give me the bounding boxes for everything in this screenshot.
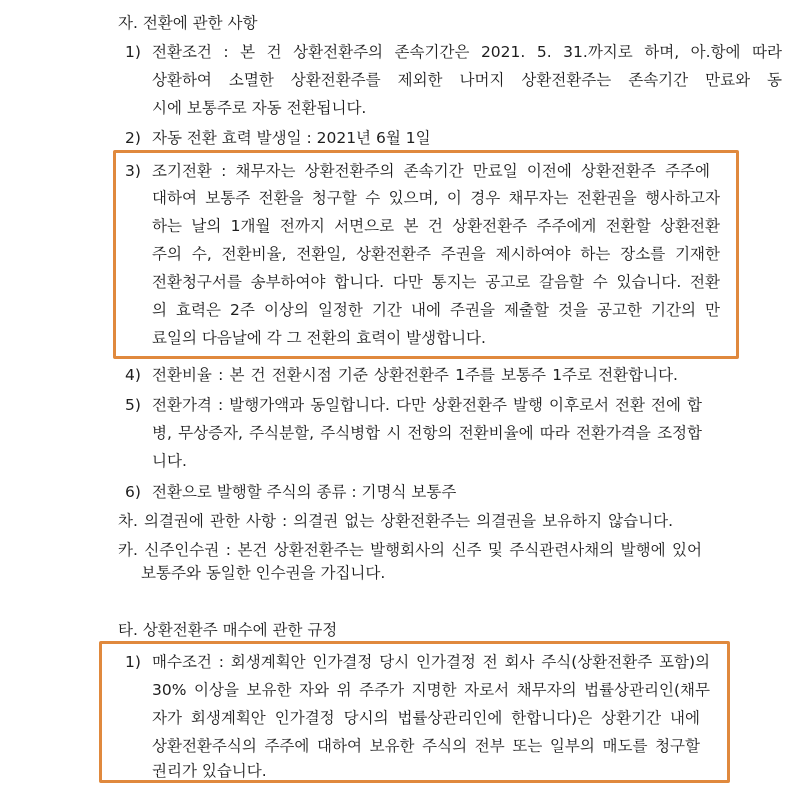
item-text-line: 전환청구서를 송부하여야 합니다. 다만 통지는 공고로 갈음할 수 있습니다. 전환 (152, 273, 720, 291)
item-text-line: 하는 날의 1개월 전까지 서면으로 본 건 상환전환주 주주에게 전환할 상환전환 (152, 217, 720, 235)
item-text-line: 권리가 있습니다. (152, 762, 267, 780)
item-text-line: 조기전환 : 채무자는 상환전환주의 존속기간 만료일 이전에 상환전환주 주주에 (152, 162, 710, 180)
section-ta-heading: 타. 상환전환주 매수에 관한 규정 (118, 621, 338, 639)
item-text-line: 자가 회생계획안 인가결정 당시의 법률상관리인에 한합니다)은 상환기간 내에 (152, 709, 700, 727)
item-text-line: 자동 전환 효력 발생일 : 2021년 6월 1일 (152, 129, 431, 147)
item-number: 6) (125, 483, 141, 501)
section-ja-heading: 자. 전환에 관한 사항 (118, 14, 258, 32)
section-ka-text-line: 카. 신주인수권 : 본건 상환전환주는 발행회사의 신주 및 주식관련사채의 발행에 있어 (118, 541, 702, 559)
item-text-line: 대하여 보통주 전환을 청구할 수 있으며, 이 경우 채무자는 전환권을 행사하고자 (152, 189, 720, 207)
item-number: 2) (125, 129, 141, 147)
item-number: 4) (125, 366, 141, 384)
item-text-line: 시에 보통주로 자동 전환됩니다. (152, 99, 367, 117)
highlight-box-purchase-conditions (99, 641, 730, 783)
item-text-line: 병, 무상증자, 주식분할, 주식병합 시 전항의 전환비율에 따라 전환가격을 조정합 (152, 424, 702, 442)
item-text-line: 의 효력은 2주 이상의 일정한 기간 내에 주권을 제출할 것을 공고한 기간의 만 (152, 301, 720, 319)
item-text-line: 주의 수, 전환비율, 전환일, 상환전환주 주권을 제시하여야 하는 장소를 기재한 (152, 245, 720, 263)
item-number: 5) (125, 396, 141, 414)
highlight-box-early-conversion (113, 150, 739, 359)
item-text-line: 상환전환주식의 주주에 대하여 보유한 주식의 전부 또는 일부의 매도를 청구할 (152, 737, 700, 755)
item-text-line: 전환으로 발행할 주식의 종류 : 기명식 보통주 (152, 483, 457, 501)
item-text-line: 니다. (152, 452, 187, 470)
item-text-line: 전환조건 : 본 건 상환전환주의 존속기간은 2021. 5. 31.까지로 하며, 아.항에 따라 (152, 43, 782, 61)
section-ka-text-line: 보통주와 동일한 인수권을 가집니다. (141, 564, 386, 582)
item-text-line: 전환가격 : 발행가액과 동일합니다. 다만 상환전환주 발행 이후로서 전환 전에 합 (152, 396, 702, 414)
item-number: 3) (125, 162, 141, 180)
item-text-line: 상환하여 소멸한 상환전환주를 제외한 나머지 상환전환주는 존속기간 만료와 동 (152, 71, 782, 89)
item-text-line: 전환비율 : 본 건 전환시점 기준 상환전환주 1주를 보통주 1주로 전환합니다. (152, 366, 678, 384)
item-number: 1) (125, 43, 141, 61)
item-text-line: 30% 이상을 보유한 자와 위 주주가 지명한 자로서 채무자의 법률상관리인(채무 (152, 681, 710, 699)
section-cha-text: 차. 의결권에 관한 사항 : 의결권 없는 상환전환주는 의결권을 보유하지 않습니다. (118, 512, 673, 530)
item-number: 1) (125, 653, 141, 671)
item-text-line: 매수조건 : 회생계획안 인가결정 당시 인가결정 전 회사 주식(상환전환주 포함)의 (152, 653, 710, 671)
item-text-line: 료일의 다음날에 각 그 전환의 효력이 발생합니다. (152, 329, 486, 347)
